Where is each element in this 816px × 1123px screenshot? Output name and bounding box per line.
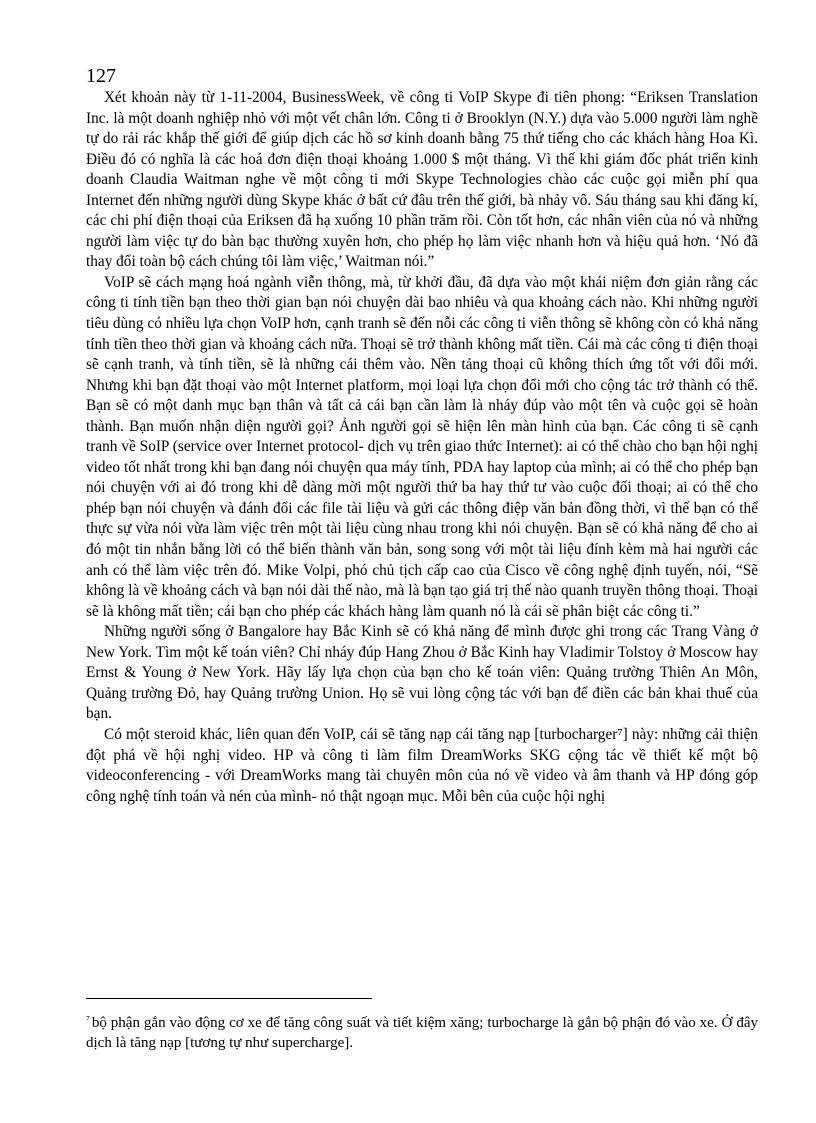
footnote-marker: ⁷: [86, 1014, 90, 1026]
body-text: [86, 88, 758, 807]
footnote: [86, 1010, 758, 1053]
paragraph-1: Xét khoản này từ 1-11-2004, BusinessWeek, về công ti VoIP Skype đi tiên phong: “Eriksen Translation Inc. là một doanh nghiệp nhỏ với một vết chân lớn. Công ti ở Brooklyn (N.Y.) dựa vào 5.000 người làm nghề tự do rải rác khắp thế giới để giúp dịch các hồ sơ kinh doanh bằng 75 thứ tiếng cho các khách hàng Hoa Kì. Điều đó có nghĩa là các hoá đơn điện thoại khoảng 1.000 $ một tháng. Vì thế khi giám đốc phát triển kinh doanh Claudia Waitman nghe về một công ti mới Skype Technologies chào các cuộc gọi miễn phí qua Internet đến những người dùng Skype khác ở bất cứ đâu trên thế giới, bà nhảy vô. Sáu tháng sau khi đăng kí, các chi phí điện thoại của Eriksen đã hạ xuống 10 phần trăm rồi. Còn tốt hơn, các nhân viên của nó và những người làm việc tự do bàn bạc thường xuyên hơn, cho phép họ làm việc nhanh hơn và hiệu quả hơn. ‘Nó đã thay đổi toàn bộ cách chúng tôi làm việc,’ Waitman nói.”: [86, 89, 758, 271]
paragraph-3: Những người sống ở Bangalore hay Bắc Kinh sẽ có khả năng để mình được ghi trong các Trang Vàng ở New York. Tìm một kế toán viên? Chỉ nháy đúp Hang Zhou ở Bắc Kinh hay Vladimir Tolstoy ở Moscow hay Ernst & Young ở New York. Hãy lấy lựa chọn của bạn cho kế toán viên: Quảng trường Thiên An Môn, Quảng trường Đỏ, hay Quảng trường Union. Họ sẽ vui lòng cộng tác với bạn để điền các bản khai thuế của bạn.: [86, 623, 758, 723]
paragraph-2: VoIP sẽ cách mạng hoá ngành viễn thông, mà, từ khởi đầu, đã dựa vào một khái niệm đơn giản rằng các công ti tính tiền bạn theo thời gian bạn nói chuyện dài bao nhiêu và qua khoảng cách nào. Khi những người tiêu dùng có nhiều lựa chọn VoIP hơn, cạnh tranh sẽ đến nỗi các công ti viễn thông sẽ không còn có khả năng tính tiền theo thời gian và khoảng cách nữa. Thoại sẽ trở thành không mất tiền. Cái mà các công ti điện thoại sẽ cạnh tranh, và tính tiền, sẽ là những cái thêm vào. Nền tảng thoại cũ không thích ứng tốt với đổi mới. Nhưng khi bạn đặt thoại vào một Internet platform, mọi loại lựa chọn đổi mới cho cộng tác trở thành có thể. Bạn sẽ có một danh mục bạn thân và tất cả cái bạn cần làm là nháy đúp vào một tên và cuộc gọi sẽ hoàn thành. Bạn muốn nhận diện người gọi? Ảnh người gọi sẽ hiện lên màn hình của bạn. Các công ti sẽ cạnh tranh về SoIP (service over Internet protocol- dịch vụ trên giao thức Internet): ai có thể chào cho bạn hội nghị video tốt nhất trong khi bạn đang nói chuyện qua máy tính, PDA hay laptop của mình; ai có thể cho phép bạn nói chuyện với ai đó trong khi dễ dàng mời một người thứ ba hay thứ tư vào cuộc đối thoại; ai có thể cho phép bạn nói chuyện và đánh đổi các file tài liệu và gửi các thông điệp văn bản đồng thời, vì thế bạn có thể thực sự vừa nói vừa làm việc trên một tài liệu cùng nhau trong khi nói chuyện. Bạn sẽ có khả năng để cho ai đó một tin nhắn bằng lời có thể biến thành văn bản, song song với một tài liệu đính kèm mà hai người các anh có thể làm việc trên đó. Mike Volpi, phó chủ tịch cấp cao của Cisco về công nghệ định tuyến, nói, “Sẽ không là về khoảng cách và bạn nói dài thế nào, mà là bạn tạo giá trị thế nào quanh truyền thông thoại. Thoại sẽ là không mất tiền; cái bạn cho phép các khách hàng làm quanh nó là cái sẽ phân biệt các công ti.”: [86, 273, 758, 620]
page-number: 127: [86, 65, 116, 87]
footnote-text: bộ phận gắn vào động cơ xe để tăng công suất và tiết kiệm xăng; turbocharge là gắn bộ phận đó vào xe. Ở đây dịch là tăng nạp [tương tự như supercharge].: [86, 1015, 758, 1051]
paragraph-4: Có một steroid khác, liên quan đến VoIP, cái sẽ tăng nạp cái tăng nạp [turbocharger⁷] này: những cải thiện đột phá về hội nghị video. HP và công ti làm film DreamWorks SKG cộng tác về thiết kế một bộ videoconferencing - với DreamWorks mang tài chuyên môn của nó về video và âm thanh và HP đóng góp công nghệ tính toán và nén của mình- nó thật ngoạn mục. Mỗi bên của cuộc hội nghị: [86, 725, 758, 805]
footnote-divider: [86, 998, 372, 999]
